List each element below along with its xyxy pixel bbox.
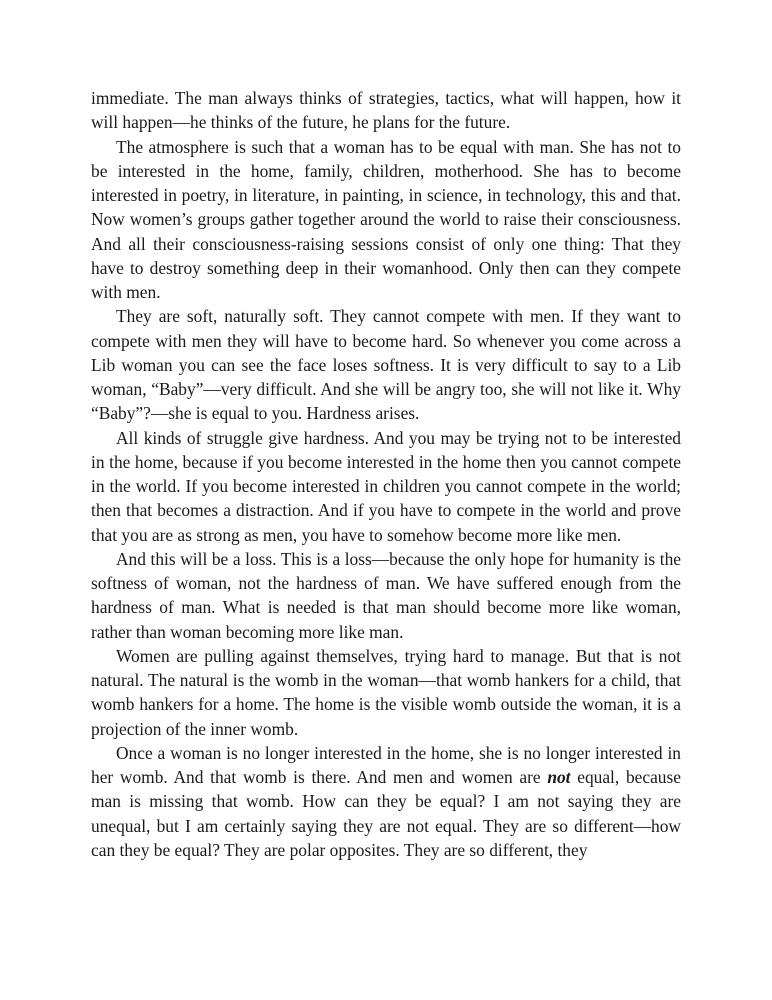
paragraph-5: And this will be a loss. This is a loss—because the only hope for humanity is the softness of woman, not the hardness of man. We have suffered enough from the hardness of man. What is needed is that man should become more like woman, rather than woman becoming more like man.: [91, 548, 681, 642]
paragraph-7-before: Once a woman is no longer interested in the home, she is no longer interested in her womb. And that womb is there. And men and women are: [91, 742, 681, 787]
paragraph-3: They are soft, naturally soft. They cannot compete with men. If they want to compete with men they will have to become hard. So whenever you come across a Lib woman you can see the face loses softness. It is very difficult to say to a Lib woman, “Baby”—very difficult. And she will be angry too, she will not like it. Why “Baby”?—she is equal to you. Hardness arises.: [91, 306, 681, 424]
paragraph-7-after: equal, because man is missing that womb. How can they be equal? I am not saying they are unequal, but I am certainly saying they are not equal. They are so different—how can they be equal? They are polar opposites. They are so different, they: [91, 767, 681, 860]
paragraph-4: All kinds of struggle give hardness. And you may be trying not to be interested in the home, because if you become interested in the home then you cannot compete in the world. If you become interested in children you cannot compete in the world; then that becomes a distraction. And if you have to compete in the world and prove that you are as strong as men, you have to somehow become more like men.: [91, 427, 681, 545]
paragraph-1: immediate. The man always thinks of strategies, tactics, what will happen, how it will happen—he thinks of the future, he plans for the future.: [91, 88, 681, 133]
emphasized-word: not: [547, 767, 571, 787]
paragraph-7: [91, 741, 681, 862]
paragraph-6: Women are pulling against themselves, trying hard to manage. But that is not natural. The natural is the womb in the woman—that womb hankers for a child, that womb hankers for a home. The home is the visible womb outside the woman, it is a projection of the inner womb.: [91, 645, 681, 739]
paragraph-2: The atmosphere is such that a woman has to be equal with man. She has not to be interested in the home, family, children, motherhood. She has to become interested in poetry, in literature, in painting, in science, in technology, this and that. Now women’s groups gather together around the world to raise their consciousness. And all their consciousness-raising sessions consist of only one thing: That they have to destroy something deep in their womanhood. Only then can they compete with men.: [91, 136, 681, 302]
document-page: [91, 86, 681, 862]
